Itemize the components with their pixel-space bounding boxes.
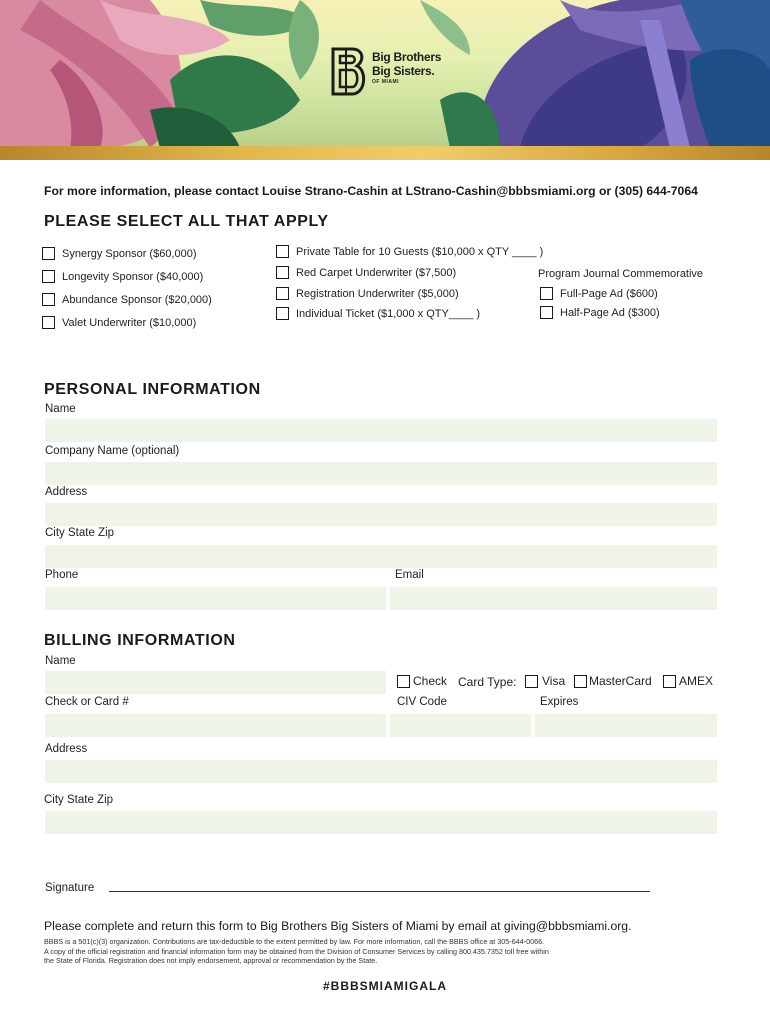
option-label: Red Carpet Underwriter ($7,500) <box>296 266 457 279</box>
checkbox[interactable] <box>540 306 553 319</box>
expires-label: Expires <box>540 696 579 708</box>
personal-email-field[interactable] <box>390 587 717 610</box>
visa-label: Visa <box>542 674 566 688</box>
option-label: Abundance Sponsor ($20,000) <box>62 293 212 306</box>
checkbox[interactable] <box>540 287 553 300</box>
option-individual-ticket[interactable] <box>276 307 480 320</box>
option-registration-underwriter[interactable] <box>276 287 459 300</box>
checkbox[interactable] <box>276 266 289 279</box>
billing-city-field[interactable] <box>45 811 717 834</box>
option-label: Valet Underwriter ($10,000) <box>62 316 197 329</box>
option-abundance-sponsor[interactable] <box>42 293 212 306</box>
gold-divider <box>0 146 770 160</box>
personal-name-label: Name <box>45 403 76 415</box>
option-label: Synergy Sponsor ($60,000) <box>62 247 197 260</box>
option-synergy-sponsor[interactable] <box>42 247 197 260</box>
fine-print-line-3: the State of Florida. Registration does not imply endorsement, approval or recommendation by the State. <box>44 956 378 965</box>
option-valet-underwriter[interactable] <box>42 316 196 329</box>
bbbs-logo-icon <box>330 46 368 98</box>
civ-code-label: CIV Code <box>397 696 447 708</box>
billing-name-label: Name <box>45 655 76 667</box>
personal-phone-label: Phone <box>45 569 79 581</box>
select-section-title: PLEASE SELECT ALL THAT APPLY <box>44 213 329 230</box>
option-label: Longevity Sponsor ($40,000) <box>62 270 204 283</box>
personal-address-field[interactable] <box>45 503 717 526</box>
personal-phone-field[interactable] <box>45 587 386 610</box>
checkbox[interactable] <box>276 307 289 320</box>
mastercard-label: MasterCard <box>589 674 652 688</box>
checkbox[interactable] <box>397 675 410 688</box>
expires-field[interactable] <box>535 714 717 737</box>
card-type-label: Card Type: <box>458 675 517 689</box>
journal-heading: Program Journal Commemorative <box>538 268 704 280</box>
checkbox[interactable] <box>525 675 538 688</box>
option-label: Private Table for 10 Guests ($10,000 x QTY ____ ) <box>296 245 544 258</box>
checkbox[interactable] <box>42 247 55 260</box>
header-banner <box>0 0 770 148</box>
checkbox[interactable] <box>42 293 55 306</box>
signature-label: Signature <box>45 882 95 894</box>
billing-address-field[interactable] <box>45 760 717 783</box>
logo-line-2: Big Sisters. <box>372 64 435 78</box>
bbbs-logo <box>330 44 450 98</box>
fine-print-line-1: BBBS is a 501(c)(3) organization. Contributions are tax-deductible to the extent permitted by law. For more information, call the BBBS office at 305-644-0066. <box>44 937 545 946</box>
checkbox[interactable] <box>42 270 55 283</box>
footer-instructions: Please complete and return this form to Big Brothers Big Sisters of Miami by email at giving@bbbsmiami.org. <box>44 919 632 933</box>
fine-print-line-2: A copy of the official registration and financial information form may be obtained from the Division of Consumer Services by calling 800.435.7352 toll free within <box>44 946 549 956</box>
checkbox[interactable] <box>276 287 289 300</box>
checkbox[interactable] <box>42 316 55 329</box>
checkbox[interactable] <box>276 245 289 258</box>
billing-city-label: City State Zip <box>44 794 114 806</box>
option-private-table[interactable] <box>276 245 543 258</box>
card-number-field[interactable] <box>45 714 386 737</box>
option-label: Full-Page Ad ($600) <box>560 287 658 300</box>
personal-address-label: Address <box>45 486 88 498</box>
personal-city-field[interactable] <box>45 545 717 568</box>
billing-section-title: BILLING INFORMATION <box>44 632 236 649</box>
option-red-carpet-underwriter[interactable] <box>276 266 456 279</box>
personal-section-title: PERSONAL INFORMATION <box>44 381 261 398</box>
personal-city-label: City State Zip <box>45 527 115 539</box>
card-type-mastercard[interactable] <box>574 674 652 688</box>
checkbox[interactable] <box>574 675 587 688</box>
card-number-label: Check or Card # <box>45 696 129 708</box>
option-full-page-ad[interactable] <box>540 287 658 300</box>
option-label: Registration Underwriter ($5,000) <box>296 287 459 300</box>
amex-label: AMEX <box>679 674 714 688</box>
card-type-amex[interactable] <box>663 674 713 688</box>
billing-address-label: Address <box>45 743 88 755</box>
event-hashtag: #BBBSMIAMIGALA <box>323 979 447 993</box>
option-longevity-sponsor[interactable] <box>42 270 203 283</box>
civ-code-field[interactable] <box>390 714 531 737</box>
option-label: Individual Ticket ($1,000 x QTY____ ) <box>296 307 481 320</box>
personal-company-label: Company Name (optional) <box>45 445 180 457</box>
personal-email-label: Email <box>395 569 424 581</box>
logo-line-3: OF MIAMI <box>372 79 400 85</box>
personal-company-field[interactable] <box>45 462 717 485</box>
check-label: Check <box>413 674 448 688</box>
contact-line: For more information, please contact Louise Strano-Cashin at LStrano-Cashin@bbbsmiami.org or (305) 644-7064 <box>44 184 698 198</box>
card-type-visa[interactable] <box>525 674 565 688</box>
fine-print <box>44 937 704 966</box>
option-label: Half-Page Ad ($300) <box>560 306 660 319</box>
checkbox[interactable] <box>663 675 676 688</box>
logo-line-1: Big Brothers <box>372 50 442 64</box>
billing-name-field[interactable] <box>45 671 386 694</box>
payment-check-option[interactable] <box>397 674 447 688</box>
option-half-page-ad[interactable] <box>540 306 660 319</box>
signature-line[interactable] <box>109 891 650 892</box>
personal-name-field[interactable] <box>45 419 717 442</box>
